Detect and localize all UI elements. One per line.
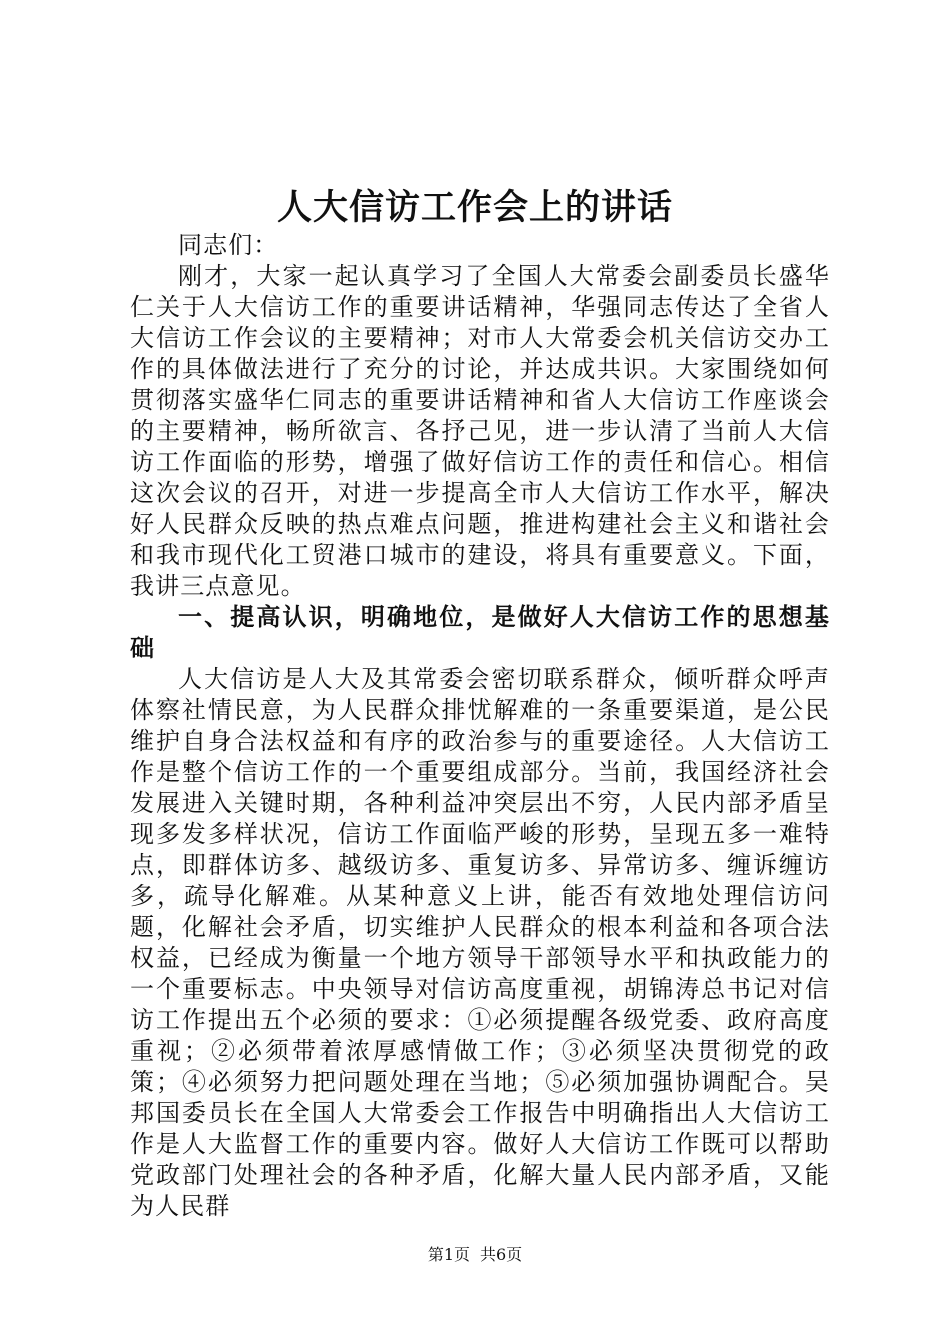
greeting: 同志们：	[178, 231, 279, 259]
document-title: 人大信访工作会上的讲话	[276, 188, 673, 228]
document-body	[130, 230, 830, 1222]
page-footer	[0, 1244, 950, 1266]
page-number: 第1页	[427, 1245, 470, 1264]
section-paragraph: 人大信访是人大及其常委会密切联系群众，倾听群众呼声体察社情民意，为人民群众排忧解难的一条重要渠道，是公民维护自身合法权益和有序的政治参与的重要途径。人大信访工作是整个信访工作的一个重要组成部分。当前，我国经济社会发展进入关键时期，各种利益冲突层出不穷，人民内部矛盾呈现多发多样状况，信访工作面临严峻的形势，呈现五多一难特点，即群体访多、越级访多、重复访多、异常访多、缠诉缠访多，疏导化解难。从某种意义上讲，能否有效地处理信访问题，化解社会矛盾，切实维护人民群众的根本利益和各项合法权益，已经成为衡量一个地方领导干部领导水平和执政能力的一个重要标志。中央领导对信访高度重视，胡锦涛总书记对信访工作提出五个必须的要求：①必须提醒各级党委、政府高度重视；②必须带着浓厚感情做工作；③必须坚决贯彻党的政策；④必须努力把问题处理在当地；⑤必须加强协调配合。吴邦国委员长在全国人大常委会工作报告中明确指出人大信访工作是人大监督工作的重要内容。做好人大信访工作既可以帮助党政部门处理社会的各种矛盾，化解大量人民内部矛盾，又能为人民群	[130, 665, 830, 1220]
intro-paragraph: 刚才，大家一起认真学习了全国人大常委会副委员长盛华仁关于人大信访工作的重要讲话精神，华强同志传达了全省人大信访工作会议的主要精神；对市人大常委会机关信访交办工作的具体做法进行了充分的讨论，并达成共识。大家围绕如何贯彻落实盛华仁同志的重要讲话精神和省人大信访工作座谈会的主要精神，畅所欲言、各抒己见，进一步认清了当前人大信访工作面临的形势，增强了做好信访工作的责任和信心。相信这次会议的召开，对进一步提高全市人大信访工作水平，解决好人民群众反映的热点难点问题，推进构建社会主义和谐社会和我市现代化工贸港口城市的建设，将具有重要意义。下面，我讲三点意见。	[130, 262, 830, 600]
section-heading: 一、提高认识，明确地位，是做好人大信访工作的思想基础	[130, 603, 830, 662]
page-total: 共6页	[480, 1245, 523, 1264]
